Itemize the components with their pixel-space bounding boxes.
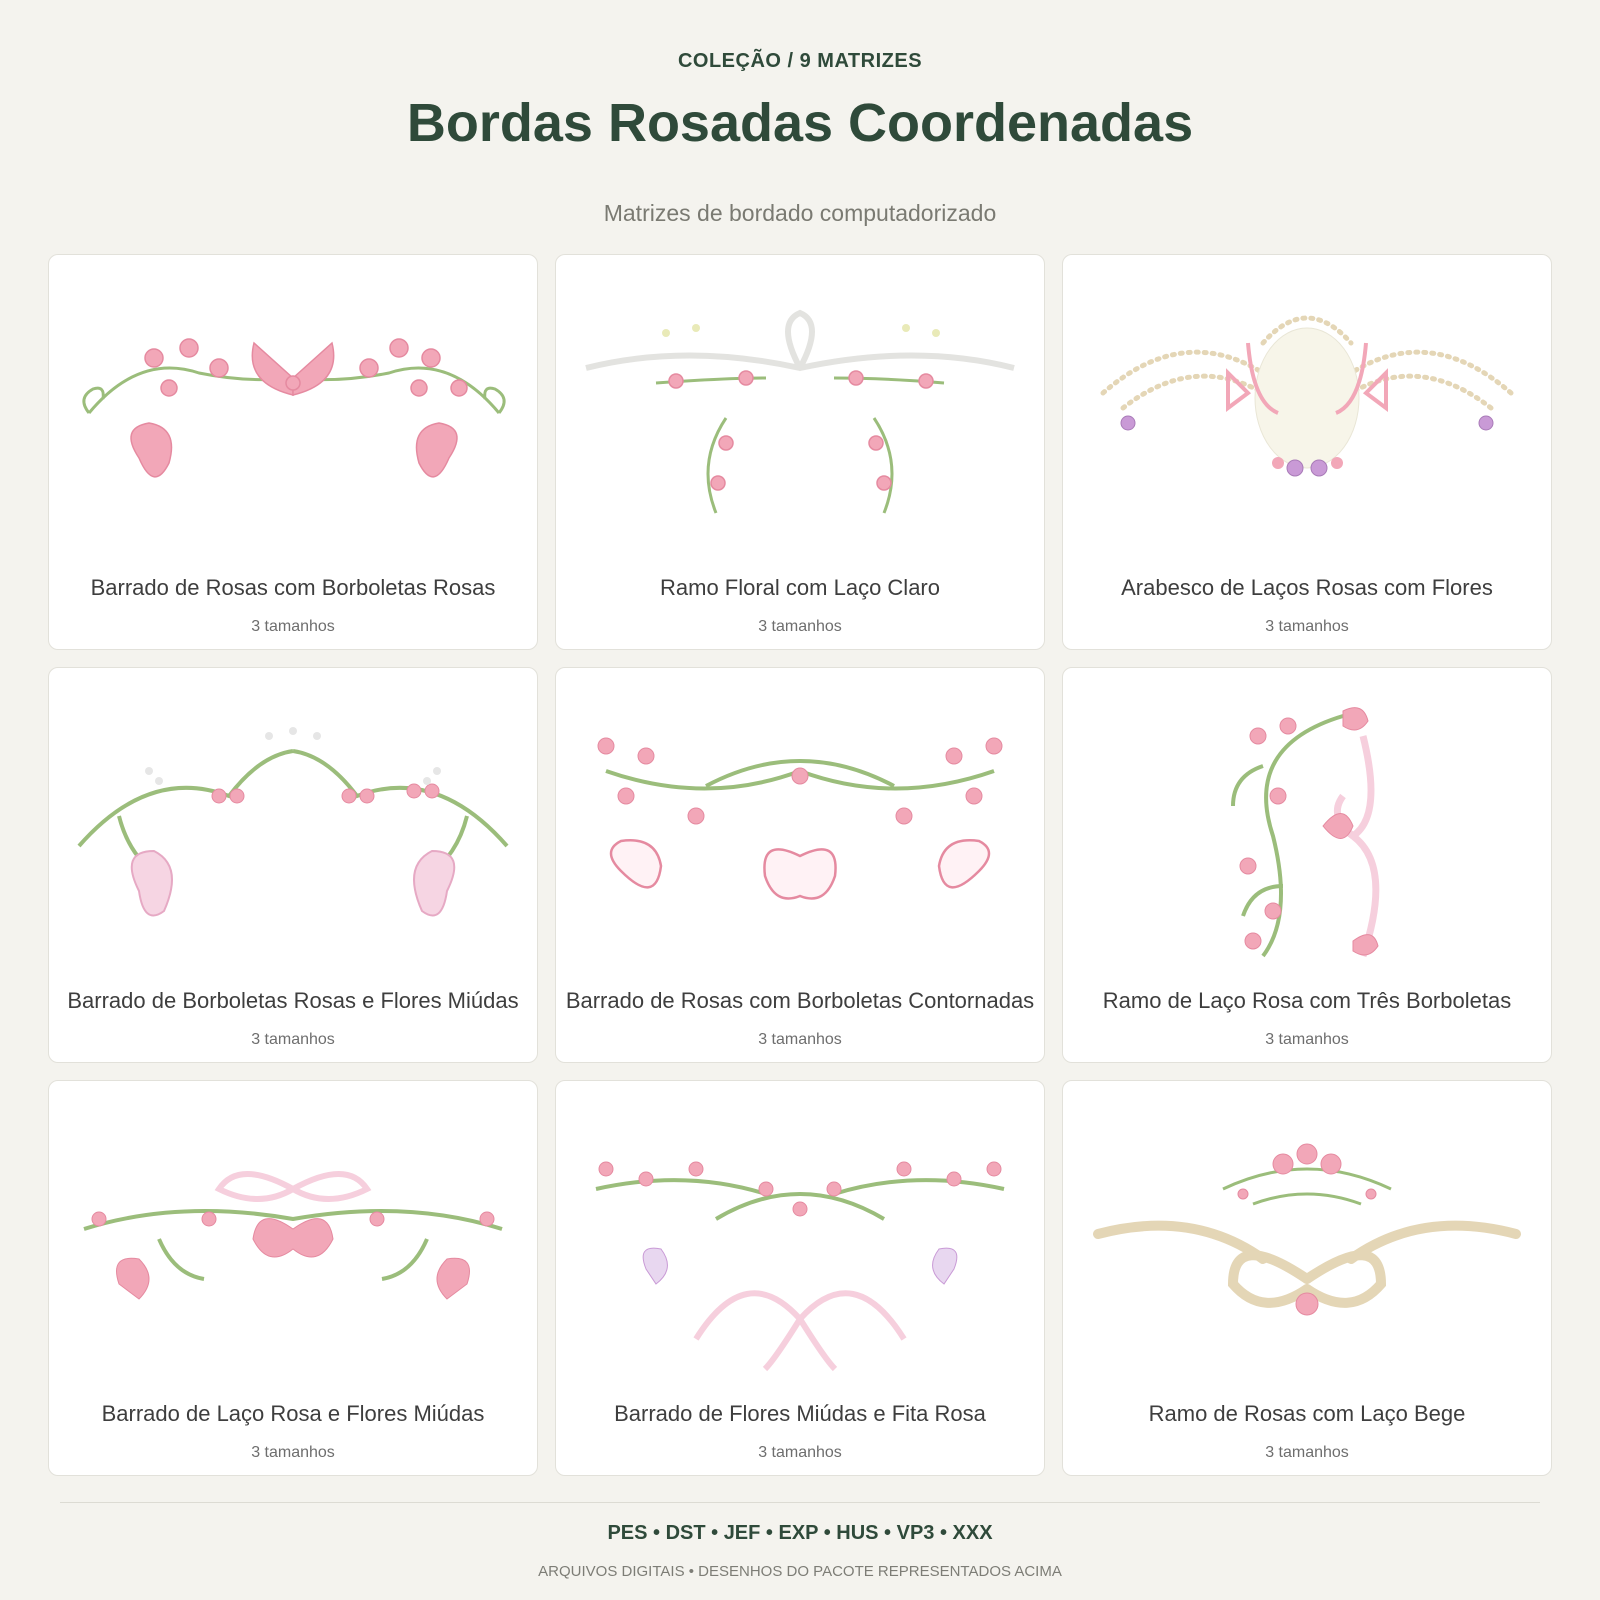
design-sizes: 3 tamanhos bbox=[758, 1031, 842, 1048]
design-card[interactable] bbox=[48, 1080, 538, 1476]
embroidery-design-image bbox=[566, 696, 1034, 966]
embroidery-design-image bbox=[59, 1109, 527, 1379]
design-name: Arabesco de Laços Rosas com Flores bbox=[1121, 575, 1493, 600]
page-subtitle: Matrizes de bordado computadorizado bbox=[603, 200, 997, 226]
design-name: Ramo de Laço Rosa com Três Borboletas bbox=[1102, 988, 1512, 1013]
design-sizes: 3 tamanhos bbox=[758, 1444, 842, 1461]
embroidery-design-image bbox=[59, 283, 527, 553]
design-sizes: 3 tamanhos bbox=[1265, 1031, 1349, 1048]
design-sizes: 3 tamanhos bbox=[1265, 1444, 1349, 1461]
design-name: Barrado de Borboletas Rosas e Flores Miúdas bbox=[67, 988, 519, 1013]
footer-divider bbox=[60, 1502, 1540, 1503]
embroidery-design-image bbox=[566, 283, 1034, 553]
footer-note: ARQUIVOS DIGITAIS • DESENHOS DO PACOTE REPRESENTADOS ACIMA bbox=[538, 1563, 1062, 1580]
design-name: Ramo Floral com Laço Claro bbox=[660, 575, 940, 600]
design-card[interactable] bbox=[1062, 667, 1552, 1063]
collection-eyebrow: COLEÇÃO / 9 MATRIZES bbox=[677, 50, 923, 72]
design-sizes: 3 tamanhos bbox=[758, 618, 842, 635]
file-formats: PES • DST • JEF • EXP • HUS • VP3 • XXX bbox=[607, 1522, 993, 1544]
page-title: Bordas Rosadas Coordenadas bbox=[406, 93, 1194, 153]
design-name: Ramo de Rosas com Laço Bege bbox=[1148, 1401, 1466, 1426]
embroidery-design-image bbox=[1073, 696, 1541, 966]
design-card[interactable] bbox=[555, 667, 1045, 1063]
design-card[interactable] bbox=[1062, 1080, 1552, 1476]
design-sizes: 3 tamanhos bbox=[251, 1031, 335, 1048]
design-grid bbox=[48, 254, 1552, 1476]
embroidery-design-image bbox=[59, 696, 527, 966]
design-name: Barrado de Rosas com Borboletas Contornadas bbox=[565, 988, 1035, 1013]
design-sizes: 3 tamanhos bbox=[251, 618, 335, 635]
design-sizes: 3 tamanhos bbox=[251, 1444, 335, 1461]
embroidery-design-image bbox=[1073, 283, 1541, 553]
design-name: Barrado de Laço Rosa e Flores Miúdas bbox=[101, 1401, 485, 1426]
design-card[interactable] bbox=[555, 254, 1045, 650]
design-card[interactable] bbox=[48, 667, 538, 1063]
design-name: Barrado de Rosas com Borboletas Rosas bbox=[90, 575, 496, 600]
design-card[interactable] bbox=[1062, 254, 1552, 650]
design-card[interactable] bbox=[555, 1080, 1045, 1476]
design-card[interactable] bbox=[48, 254, 538, 650]
design-name: Barrado de Flores Miúdas e Fita Rosa bbox=[614, 1401, 986, 1426]
embroidery-design-image bbox=[1073, 1109, 1541, 1379]
design-sizes: 3 tamanhos bbox=[1265, 618, 1349, 635]
embroidery-design-image bbox=[566, 1109, 1034, 1379]
